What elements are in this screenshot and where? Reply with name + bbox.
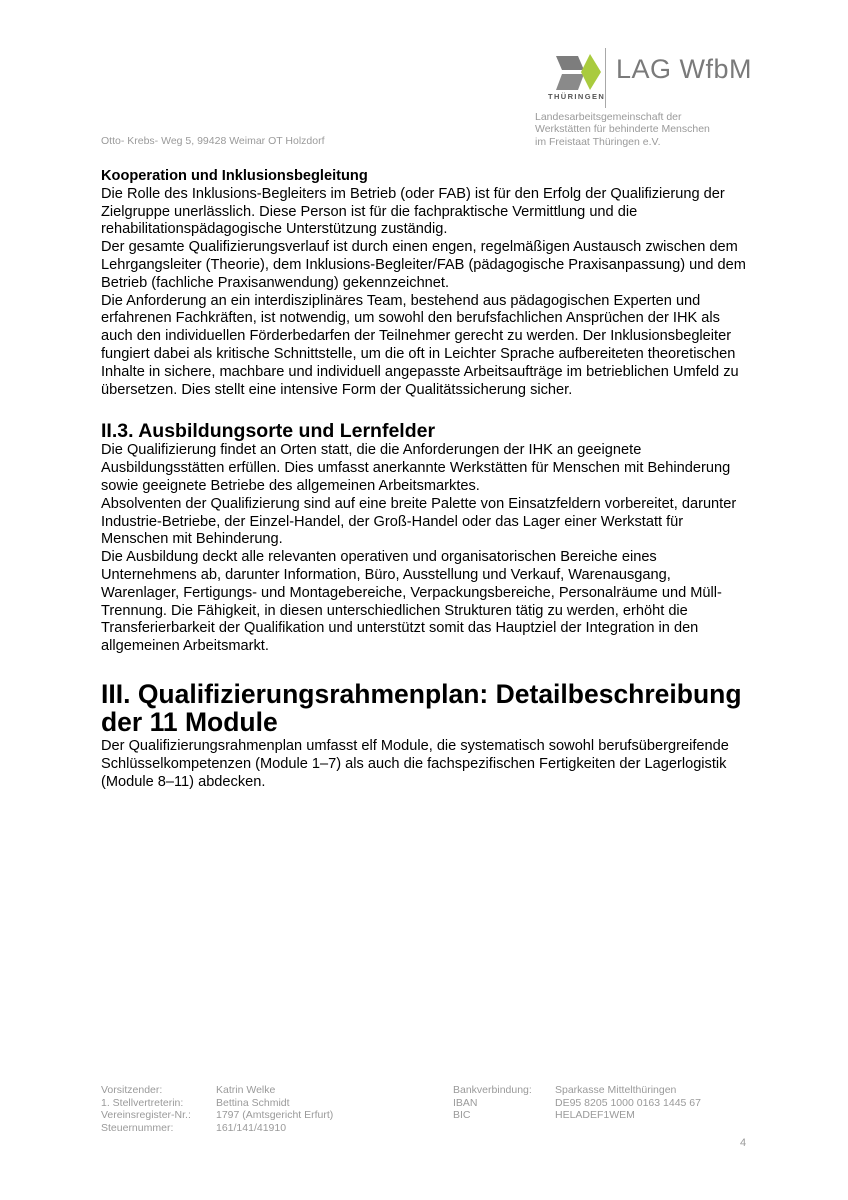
chapter-heading-rahmenplan: III. Qualifizierungsrahmenplan: Detailbeschreibung der 11 Module [101, 678, 742, 738]
paragraph: Der Qualifizierungsrahmenplan umfasst elf Module, die systematisch sowohl berufsübergreifende Schlüsselkompetenzen (Module 1–7) als auch die fachspezifischen Fertigkeiten der Lagerlogistik (Module 8–11) abdecken. [101, 737, 729, 790]
paragraph: Absolventen der Qualifizierung sind auf eine breite Palette von Einsatzfeldern vorbereitet, darunter Industrie-Betriebe, der Einzel-Handel, der Groß-Handel oder das Lager einer Werkstatt für Menschen mit Behinderung. [101, 495, 737, 548]
footer-label: Vereinsregister-Nr.: [101, 1109, 191, 1121]
footer-value: Sparkasse Mittelthüringen [555, 1084, 677, 1096]
paragraph: Die Rolle des Inklusions-Begleiters im Betrieb (oder FAB) ist für den Erfolg der Qualifizierung der Zielgruppe unerlässlich. Diese Person ist für die fachpraktische Vermittlung und die rehabilitationspädagogische Unterstützung zuständig. [101, 185, 725, 238]
footer-value: 161/141/41910 [216, 1121, 287, 1134]
org-line: Landesarbeitsgemeinschaft der [535, 111, 682, 123]
footer-values-left [216, 1084, 333, 1134]
document-body [101, 168, 751, 791]
paragraph: Die Qualifizierung findet an Orten statt, die die Anforderungen der IHK an geeignete Ausbildungsstätten erfüllen. Dies umfasst anerkannte Werkstätten für Menschen mit Behinderung sowie geeignete Betriebe des allgemeinen Arbeitsmarktes. [101, 442, 731, 494]
footer-value: DE95 8205 1000 0163 1445 67 [555, 1096, 701, 1109]
footer-value: HELADEF1WEM [555, 1109, 635, 1121]
footer-label: Vorsitzender: [101, 1084, 163, 1096]
page-number: 4 [740, 1137, 747, 1149]
footer-value: Katrin Welke [216, 1084, 276, 1096]
section-heading-ausbildungsorte: II.3. Ausbildungsorte und Lernfelder [101, 420, 436, 443]
footer-value: Bettina Schmidt [216, 1096, 290, 1109]
logo-divider [605, 48, 606, 108]
organization-name [535, 111, 710, 148]
logo-wordmark: LAG WfbM [616, 54, 753, 84]
paragraph: Die Ausbildung deckt alle relevanten operativen und organisatorischen Bereiche eines Unternehmens ab, darunter Information, Büro, Ausstellung und Verkauf, Warenausgang, Warenlager, Fertigungs- und Montagebereiche, Verpackungsbereiche, Personalräume und Müll-Trennung. Die Fähigkeit, in diesen unterschiedlichen Strukturen tätig zu werden, erhöht die Transferierbarkeit der Qualifikation und unterstützt somit das Hauptziel der Integration in den allgemeinen Arbeitsmarkt. [101, 549, 722, 655]
footer-label: IBAN [453, 1096, 478, 1109]
section-heading-kooperation: Kooperation und Inklusionsbegleitung [101, 168, 368, 184]
org-line: Werkstätten für behinderte Menschen [535, 123, 710, 136]
paragraph: Der gesamte Qualifizierungsverlauf ist durch einen engen, regelmäßigen Austausch zwischen dem Lehrgangsleiter (Theorie), dem Inklusions-Begleiter/FAB (pädagogische Praxisanpassung) und dem Betrieb (fachliche Praxisanwendung) gekennzeichnet. [101, 239, 746, 291]
footer-values-right [555, 1084, 701, 1122]
footer-label: Steuernummer: [101, 1121, 174, 1134]
org-line: im Freistaat Thüringen e.V. [535, 135, 661, 148]
paragraph: Die Anforderung an ein interdisziplinäres Team, bestehend aus pädagogischen Experten und erfahrenen Fachkräften, ist notwendig, um sowohl den berufsfachlichen Ansprüchen der IHK als auch den individuellen Förderbedarfen der Teilnehmer gerecht zu werden. Der Inklusionsbegleiter fungiert dabei als kritische Schnittstelle, um die oft in Leichter Sprache aufbereiteten theoretischen Inhalte in sichere, machbare und individuell angepasste Arbeitsaufträge im betrieblichen Umfeld zu übersetzen. Dies stellt eine intensive Form der Qualitätssicherung sicher. [101, 292, 739, 398]
logo-subtitle: THÜRINGEN [548, 92, 606, 101]
footer-labels-right [453, 1084, 532, 1122]
footer-labels-left [101, 1084, 191, 1134]
footer-label: Bankverbindung: [453, 1084, 532, 1096]
footer-label: 1. Stellvertreterin: [101, 1096, 184, 1109]
logo-mark-icon [554, 52, 602, 94]
sender-address: Otto- Krebs- Weg 5, 99428 Weimar OT Holzdorf [101, 135, 325, 147]
lag-wfbm-logo [548, 48, 758, 108]
footer-label: BIC [453, 1109, 471, 1121]
footer-value: 1797 (Amtsgericht Erfurt) [216, 1109, 334, 1121]
